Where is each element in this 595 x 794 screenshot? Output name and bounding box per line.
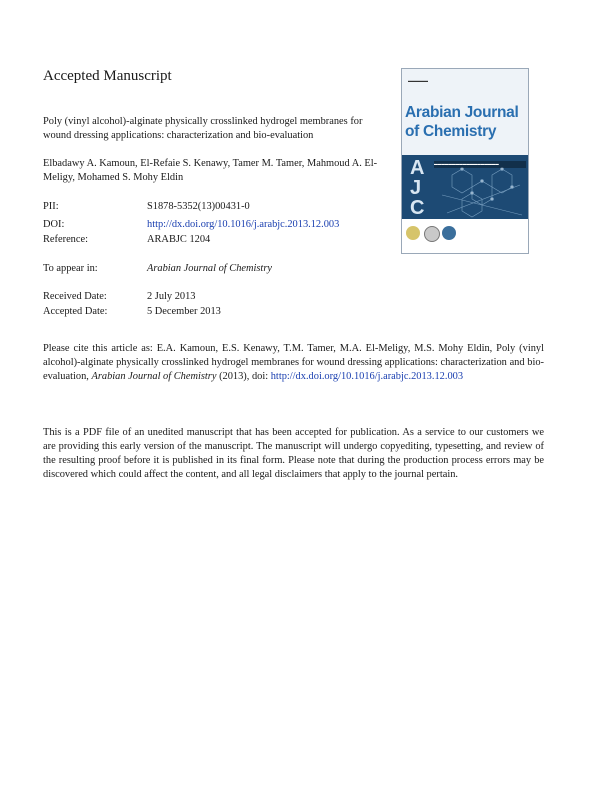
cover-bottom-strip — [402, 219, 528, 253]
doi-link[interactable]: http://dx.doi.org/10.1016/j.arabjc.2013.12.003 — [147, 219, 340, 230]
journal-cover-image — [401, 68, 529, 254]
citation-paragraph — [43, 342, 544, 384]
appear-label: To appear in: — [43, 263, 98, 274]
doi-label: DOI: — [43, 219, 65, 230]
cover-logo-3-icon — [442, 226, 456, 240]
citation-doi-link[interactable]: http://dx.doi.org/10.1016/j.arabjc.2013.12.003 — [270, 371, 464, 382]
appear-value: Arabian Journal of Chemistry — [147, 263, 272, 274]
pii-value: S1878-5352(13)00431-0 — [147, 201, 250, 212]
pii-label: PII: — [43, 201, 59, 212]
cover-banner: ▬▬▬▬▬▬▬▬▬▬▬▬▬▬▬▬▬▬ — [434, 161, 526, 168]
received-label: Received Date: — [43, 291, 107, 302]
received-value: 2 July 2013 — [147, 291, 196, 302]
article-authors: Elbadawy A. Kamoun, El-Refaie S. Kenawy, Tamer M. Tamer, Mahmoud A. El-Meligy, Mohamed S. Mohy Eldin — [43, 158, 378, 183]
reference-value: ARABJC 1204 — [147, 234, 211, 245]
citation-year-doi: (2013), doi: — [216, 371, 271, 382]
citation-journal: Arabian Journal of Chemistry — [91, 371, 217, 382]
page-heading: Accepted Manuscript — [43, 68, 172, 84]
cover-letter-j: J — [410, 177, 422, 199]
cover-journal-name: Arabian Journal of Chemistry — [405, 104, 519, 140]
cover-letter-c: C — [410, 197, 425, 219]
accepted-value: 5 December 2013 — [147, 306, 221, 317]
reference-label: Reference: — [43, 234, 88, 245]
cover-logo-2-icon — [424, 226, 440, 242]
accepted-label: Accepted Date: — [43, 306, 108, 317]
notice-paragraph: This is a PDF file of an unedited manuscript that has been accepted for publication. As a service to our customers we are providing this early version of the manuscript. The manuscript will undergo copyediting, typesetting, and review of the resulting proof before it is published in its final form. Please note that during the production process errors may be discovered which could affect the content, and all legal disclaimers that apply to the journal pertain. — [43, 427, 544, 480]
cover-small-print: ▬▬▬▬▬ — [408, 78, 428, 83]
article-title: Poly (vinyl alcohol)-alginate physically crosslinked hydrogel membranes for wound dressing applications: characterization and bio-evaluation — [43, 116, 363, 141]
cover-letter-a: A — [410, 157, 425, 179]
citation-prefix: Please cite this article as: E.A. Kamoun, E.S. Kenawy, T.M. Tamer, M.A. El-Meligy, M.S. Mohy Eldin, Poly (vinyl alcohol)-alginate physically crosslinked hydrogel membranes for wound dressing applications: characterization and bio-evaluation, — [43, 343, 544, 382]
cover-logo-1-icon — [406, 226, 420, 240]
